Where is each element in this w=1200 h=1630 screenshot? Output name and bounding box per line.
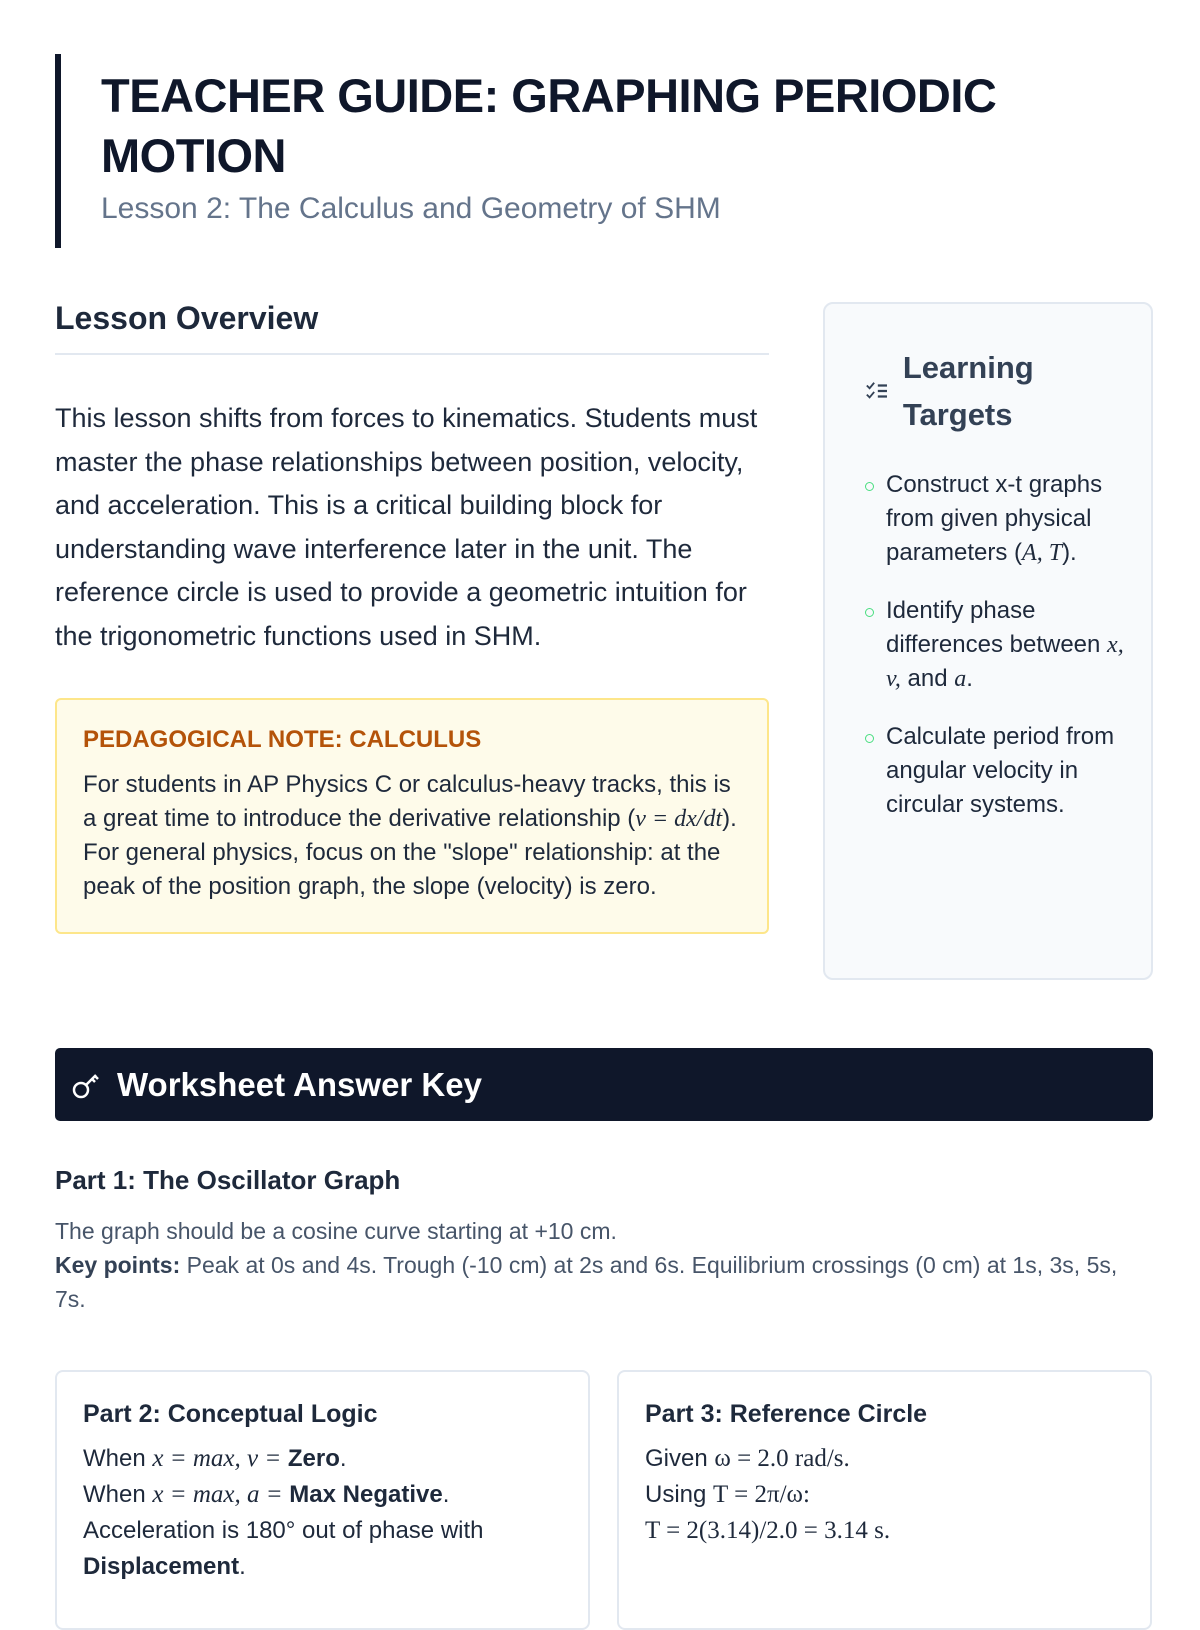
page-title: TEACHER GUIDE: GRAPHING PERIODIC MOTION (101, 69, 997, 182)
target-text: Identify phase differences between (886, 597, 1108, 658)
part1-key-label: Key points: (55, 1252, 181, 1278)
part2-heading: Part 2: Conceptual Logic (83, 1400, 378, 1428)
target-text: and (900, 665, 955, 692)
pedagogical-note (55, 698, 769, 934)
part2-answer: Max Negative (289, 1481, 443, 1508)
target-text: . (966, 665, 973, 692)
part3-math: T = 2(3.14)/2.0 = 3.14 s. (645, 1517, 891, 1544)
note-math: v = dx/dt (635, 806, 723, 832)
part1-heading: Part 1: The Oscillator Graph (55, 1165, 401, 1195)
part1-key-text: Peak at 0s and 4s. Trough (-10 cm) at 2s and 6s. Equilibrium crossings (0 cm) at 1s, 3s, 5s, 7s. (55, 1252, 1118, 1312)
part1-line1: The graph should be a cosine curve starting at +10 cm. (55, 1218, 617, 1244)
list-check-icon (865, 380, 889, 402)
note-text-b: ). For general physics, focus on the "slope" relationship: at the peak of the position graph, the slope (velocity) is zero. (83, 805, 737, 900)
page-header (55, 54, 1155, 248)
part3-math: T = 2π/ω: (713, 1481, 810, 1508)
target-item (865, 468, 1131, 570)
target-text: Construct x-t graphs from given physical parameters ( (886, 471, 1103, 566)
note-text (83, 768, 741, 904)
note-text-a: For students in AP Physics C or calculus-heavy tracks, this is a great time to introduce the derivative relationship ( (83, 771, 731, 832)
part2-answer: Displacement (83, 1553, 240, 1580)
part2-math: x = max, a = (152, 1481, 283, 1508)
part3-text: Given (645, 1445, 715, 1472)
target-item (865, 720, 1131, 822)
part3-math: ω = 2.0 rad/s. (714, 1445, 850, 1472)
lesson-overview (55, 300, 769, 934)
targets-heading: Learning Targets (902, 350, 1034, 432)
target-math: A, T (1022, 540, 1063, 566)
target-text: ). (1062, 539, 1077, 566)
part2-math: x = max, v = (152, 1445, 282, 1472)
answer-key-heading: Worksheet Answer Key (117, 1065, 482, 1103)
part1-section (55, 1165, 1153, 1316)
learning-targets-card (823, 302, 1153, 980)
target-math: a (954, 666, 967, 692)
part3-card (617, 1370, 1152, 1630)
part3-text: Using (645, 1481, 714, 1508)
part2-text: When (83, 1481, 153, 1508)
part2-card: Part 2: Conceptual Logic When x = max, v = Zero. When x = max, a = Max Negative. Acceleration is 180° out of phase with Displacement. (55, 1370, 590, 1630)
bullet-icon (865, 482, 874, 491)
overview-heading: Lesson Overview (55, 300, 769, 355)
part2-text: Acceleration is 180° out of phase with (83, 1517, 484, 1544)
bullet-icon (865, 608, 874, 617)
page-subtitle: Lesson 2: The Calculus and Geometry of SHM (101, 192, 721, 225)
target-math: x, v, (886, 632, 1124, 692)
target-text: Calculate period from angular velocity in circular systems. (886, 723, 1115, 818)
part3-heading: Part 3: Reference Circle (645, 1400, 928, 1428)
target-item (865, 594, 1131, 696)
part2-answer: Zero (287, 1445, 340, 1472)
overview-paragraph: This lesson shifts from forces to kinematics. Students must master the phase relationships between position, velocity, and acceleration. This is a critical building block for understanding wave interference later in the unit. The reference circle is used to provide a geometric intuition for the trigonometric functions used in SHM. (55, 403, 758, 651)
note-title: PEDAGOGICAL NOTE: CALCULUS (83, 726, 482, 753)
part2-text: When (83, 1445, 153, 1472)
bullet-icon (865, 734, 874, 743)
key-icon (71, 1069, 103, 1101)
answer-key-banner (55, 1048, 1153, 1121)
